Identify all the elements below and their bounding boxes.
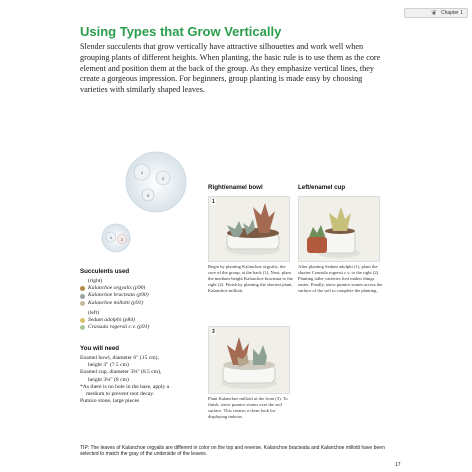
step1-caption: Begin by planting Kalanchoe orgyalis, the core of the group, at the back (1). Next, plant the medium-height Kalanchoe bracteata to the right (2). Finish by planting the shortest plant, Kalanchoe millotti. bbox=[208, 264, 293, 293]
cup-photo-illustration bbox=[299, 197, 379, 261]
intro-paragraph: Slender succulents that grow vertically have attractive silhouettes and work well when grouping plants of different heights. When planting, the basic rule is to use them as the core element and position them at the back of the group. As they emphasize vertical lines, they create a gorgeous impression. For beginners, group planting is made easy by choosing varieties with similarly shaped leaves. bbox=[80, 42, 381, 95]
materials-line: Enamel cup, diameter 3⅜" (8.5 cm), bbox=[80, 369, 162, 376]
list-item: Kalanchoe bracteata (p90) bbox=[80, 292, 200, 299]
materials-heading: You will need bbox=[80, 345, 120, 352]
succulents-heading: Succulents used bbox=[80, 268, 130, 275]
materials-line: medium to prevent root decay. bbox=[86, 391, 155, 398]
page-number: 17 bbox=[395, 462, 401, 468]
finished-bowl-illustration bbox=[209, 327, 289, 393]
step1-photo bbox=[208, 196, 290, 262]
list-item: Kalanchoe orgyalis (p90) bbox=[80, 285, 200, 292]
materials-line: height 3⅛" (8 cm) bbox=[88, 376, 129, 383]
right-diagram-label-2: 2 bbox=[161, 176, 165, 181]
leaf-icon: ❦ bbox=[431, 10, 438, 17]
left-diagram-label-2: 2 bbox=[120, 237, 124, 242]
right-bowl-heading: Right/enamel bowl bbox=[208, 184, 263, 191]
bowl-outline bbox=[126, 152, 186, 212]
color-dot bbox=[80, 301, 85, 306]
chapter-tab bbox=[404, 8, 468, 18]
tip-note: TIP: The leaves of Kalanchoe orgyalis are different in color on the top and reverse. Kalanchoe bracteata and Kalanchoe millotti have been selected to match the gray of the underside of the leaves. bbox=[80, 445, 385, 458]
color-dot bbox=[80, 294, 85, 299]
materials-line: height 3" (7.5 cm) bbox=[88, 362, 129, 369]
step3-photo bbox=[208, 326, 290, 394]
succulents-section bbox=[80, 268, 200, 331]
list-item: Crassula rogersii c.v. (p91) bbox=[80, 324, 200, 331]
right-diagram-label-3: 3 bbox=[146, 193, 150, 198]
cup-photo bbox=[298, 196, 380, 262]
list-item: Sedum adolphi (p84) bbox=[80, 317, 200, 324]
step3-number: 3 bbox=[212, 329, 215, 335]
materials-line: Enamel bowl, diameter 6" (15 cm), bbox=[80, 355, 159, 361]
left-group-label: (left) bbox=[88, 309, 100, 316]
chapter-label: Chapter 1 bbox=[441, 10, 463, 16]
color-dot bbox=[80, 286, 85, 291]
color-dot bbox=[80, 325, 85, 330]
color-dot bbox=[80, 318, 85, 323]
bowl-photo-illustration bbox=[209, 197, 289, 261]
placement-diagram bbox=[96, 150, 196, 260]
materials-section bbox=[80, 345, 205, 405]
left-cup-heading: Left/enamel cup bbox=[298, 184, 346, 191]
page-title: Using Types that Grow Vertically bbox=[80, 24, 282, 39]
right-diagram-label-1: 1 bbox=[140, 170, 144, 175]
step1-number: 1 bbox=[212, 199, 215, 205]
step3-caption: Plant Kalanchoe millotti at the front (3). To finish, strew pumice stones over the soil surface. This creates a clean look for displaying indoors. bbox=[208, 396, 288, 419]
left-diagram-label-1: 1 bbox=[109, 235, 113, 240]
cup-caption: After planting Sedum adolphi (1), plant the shorter Crassula rogersii c.v. to the right (2). Planting taller varieties first makes things easier. Finally, strew pumice stones across the surface of the soil to complete the planting. bbox=[298, 264, 383, 293]
right-group-label: (right) bbox=[88, 278, 103, 284]
list-item: Kalanchoe millotti (p91) bbox=[80, 300, 200, 307]
materials-line: Pumice stone, large pieces bbox=[80, 398, 140, 405]
materials-line: *As there is no hole in the base, apply a bbox=[80, 383, 170, 390]
